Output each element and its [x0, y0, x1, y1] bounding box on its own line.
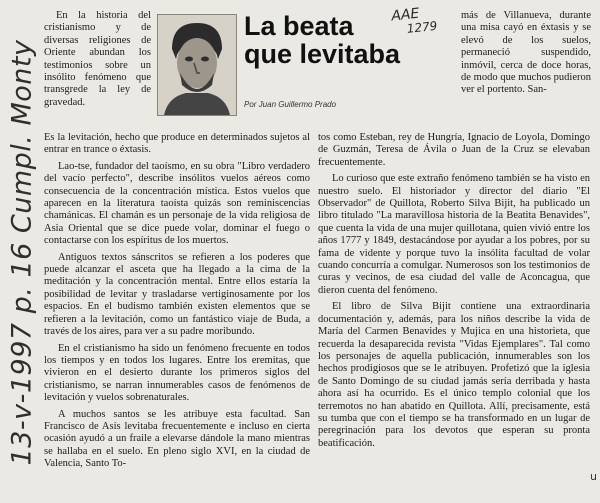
author-portrait-icon [158, 15, 236, 115]
left-paragraph-1: Es la levitación, hecho que produce en determinados sujetos al entrar en trance o éxtasis. [44, 132, 310, 156]
left-column [44, 132, 310, 475]
stamp-code: AAE [390, 5, 421, 25]
corner-mark: u [590, 470, 597, 483]
margin-note-text: 13-v-1997 p. 16 Cumpl. Monty [6, 39, 38, 466]
left-paragraph-5: A muchos santos se les atribuye esta facultad. San Francisco de Asís levitaba frecuentemente e incluso en cierta ocasión ayudó a un fraile a elevarse dándole la mano mientras se hallaba en el suelo. En pleno siglo XVI, en la ciudad de Valencia, Santo To- [44, 408, 310, 470]
author-photo [157, 14, 237, 116]
right-paragraph-3: El libro de Silva Bijit contiene una extraordinaria documentación y, además, para los niños describe la vida de María del Carmen Benavides y Mujica en una historieta, que recuerda la desaparecida revista "Vidas Ejemplares". Tal como los personajes de aquella publicación, innumerables son los hechos prodigiosos que se le atribuyen. Profetizó que la iglesia de Santo Domingo de su ciudad jamás sería derribada y hasta ahora así ha ocurrido. Es el único templo colonial que los terremotos no han abatido en Quillota. Allí, precisamente, está su tumba que con el tiempo se ha transformado en un lugar de peregrinación para los devotos que esperan su pronta beatificación. [318, 301, 590, 449]
headline [244, 12, 414, 68]
right-top-paragraph: más de Villanueva, durante una misa cayó en éxtasis y se elevó de los suelos, permaneció suspendido, inmóvil, cerca de doce horas, de modo que muchos pudieron ver el portento. San- [461, 10, 591, 96]
right-top-column [461, 10, 591, 97]
right-column [318, 132, 590, 454]
headline-line-1: La beata [244, 11, 354, 41]
intro-paragraph: En la historia del cristianismo y de diversas religiones de Oriente abundan los testimonios sobre un insólito fenómeno que transgrede la ley de gravedad. [44, 10, 151, 108]
intro-column [44, 10, 151, 109]
right-paragraph-2: Lo curioso que este extraño fenómeno también se ha visto en nuestro suelo. El historiador y director del diario "El Observador" de Quillota, Roberto Silva Bijit, ha publicado un libro titulado "La maravillosa historia de la Beatita Benavides", que cuenta la vida de una mujer quillotana, quien vivió entre los años 1777 y 1849, destacándose por ayudar a los pobres, por su fama de vidente y porque tuvo la insólita facultad de volar cuando concurría a comulgar. Numerosos son los testimonios de curas y vecinos, de esa ciudad del valle de Aconcagua, que dieron cuenta del fenómeno. [318, 173, 590, 296]
left-paragraph-2: Lao-tse, fundador del taoísmo, en su obra "Libro verdadero del vacío perfecto", describe insólitos vuelos aéreos como consecuencia de la concentración mística. Estos vuelos que aparecen en la literatura taoísta quizás son reminiscencias chamánicas. El chamán es un personaje de la vida religiosa de Asia Oriental que se dice puede volar, dominar el fuego o contactarse con los espíritus de los muertos. [44, 160, 310, 247]
byline: Por Juan Guillermo Prado [244, 100, 337, 109]
archive-stamp [391, 3, 460, 38]
left-paragraph-4: En el cristianismo ha sido un fenómeno frecuente en todos los tiempos y en todos los lugares. Entre los eremitas, que vivieron en el desierto durante los primeros siglos del cristianismo, se narran innumerables casos de fenómenos de levitación y vuelos sobrenaturales. [44, 342, 310, 404]
right-paragraph-1: tos como Esteban, rey de Hungría, Ignacio de Loyola, Domingo de Guzmán, Teresa de Ávila o Juan de la Cruz se elevaban frecuentemente. [318, 132, 590, 168]
headline-line-2: que levitaba [244, 39, 401, 69]
left-paragraph-3: Antiguos textos sánscritos se refieren a los poderes que puede alcanzar el asceta que ha llegado a la cima de la meditación y la concentración mental. Entre ellos estaría la posibilidad de levitar y trasladarse vertiginosamente por los espacios. En el budismo también existen elementos que se refieren a la levitación, como un fantástico viaje de Buda, a través de los aires, para ver a su padre moribundo. [44, 251, 310, 338]
handwritten-margin-note [2, 10, 42, 495]
stamp-number: 1279 [406, 18, 438, 36]
